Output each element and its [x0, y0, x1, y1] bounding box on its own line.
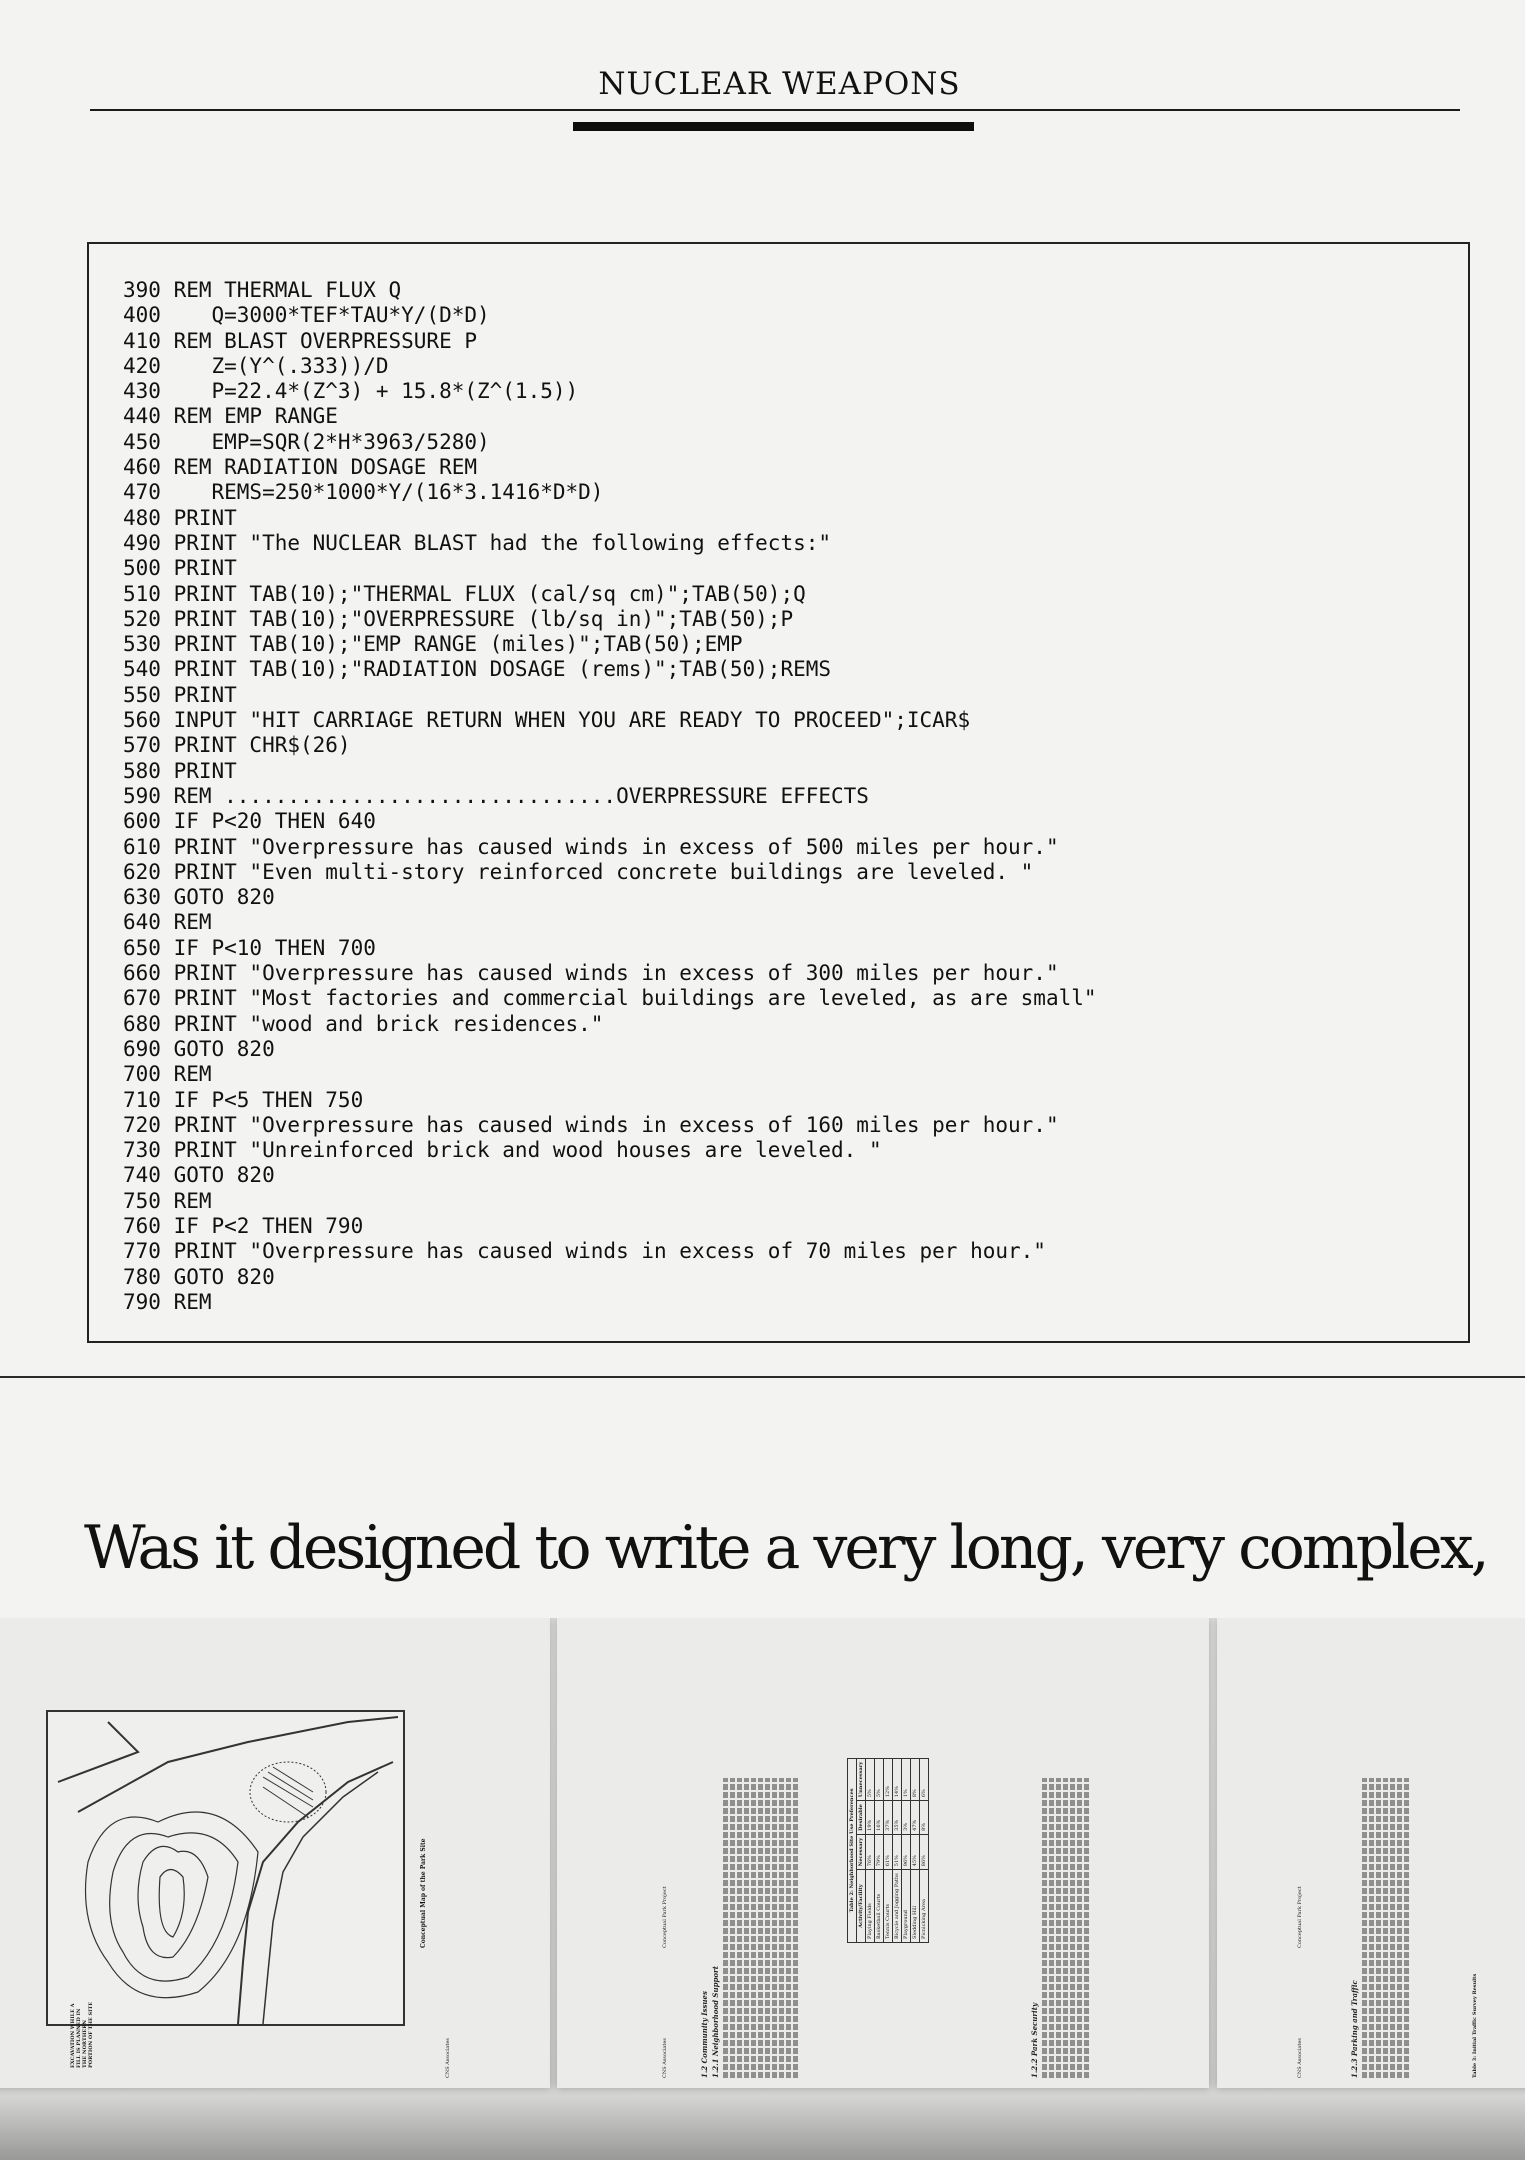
page-footer: CNS Associates: [445, 2038, 451, 2078]
code-line: 470 REMS=250*1000*Y/(16*3.1416*D*D): [123, 480, 604, 505]
code-line: 490 PRINT "The NUCLEAR BLAST had the following effects:": [123, 530, 832, 555]
table-row: [902, 1758, 911, 1942]
table-cell: Tennis Courts: [884, 1870, 893, 1943]
table-cell: 76%: [866, 1834, 875, 1869]
table-cell: 5%: [866, 1758, 875, 1800]
page-footer: CNS Associates: [1297, 2038, 1303, 2078]
table-cell: 51%: [893, 1834, 902, 1869]
table-header-cell: Activity/Facility: [857, 1870, 866, 1943]
table-cell: 35%: [893, 1801, 902, 1835]
table-cell: Basketball Courts: [875, 1870, 884, 1943]
section-divider: [0, 1376, 1525, 1378]
code-line: 700 REM: [123, 1062, 212, 1087]
code-line: 460 REM RADIATION DOSAGE REM: [123, 455, 478, 480]
code-line: 520 PRINT TAB(10);"OVERPRESSURE (lb/sq in)";TAB(50);P: [123, 606, 794, 631]
header-rule: [90, 109, 1460, 111]
table-cell: 47%: [911, 1801, 920, 1835]
page-running-head: Conceptual Park Project: [662, 1886, 668, 1948]
page-footer: CNS Associates: [662, 2038, 668, 2078]
table-cell: 14%: [893, 1758, 902, 1800]
code-line: 660 PRINT "Overpressure has caused winds in excess of 300 miles per hour.": [123, 961, 1059, 986]
code-line: 710 IF P<5 THEN 750: [123, 1087, 364, 1112]
photo-page-traffic: [1217, 1618, 1525, 2088]
code-line: 670 PRINT "Most factories and commercial buildings are leveled, as are small": [123, 986, 1097, 1011]
code-line: 590 REM ...............................OVERPRESSURE EFFECTS: [123, 783, 869, 808]
heading-parking: 1.2.3 Parking and Traffic: [1350, 1980, 1359, 2078]
table-cell: Sledding Hill: [911, 1870, 920, 1943]
heading-security: 1.2.2 Park Security: [1030, 2002, 1039, 2078]
code-line: 530 PRINT TAB(10);"EMP RANGE (miles)";TAB(50);EMP: [123, 632, 743, 657]
table-row: [875, 1758, 884, 1942]
code-line: 580 PRINT: [123, 758, 237, 783]
table-cell: Playing Fields: [866, 1870, 875, 1943]
table-title: Table 2: Neighborhood Site Use Preferences: [848, 1758, 857, 1942]
code-line: 640 REM: [123, 910, 212, 935]
code-line: 400 Q=3000*TEF*TAU*Y/(D*D): [123, 303, 490, 328]
code-line: 770 PRINT "Overpressure has caused winds in excess of 70 miles per hour.": [123, 1239, 1046, 1264]
photo-shadow: [0, 2096, 1525, 2160]
code-line: 730 PRINT "Unreinforced brick and wood houses are leveled. ": [123, 1138, 882, 1163]
table-cell: 61%: [884, 1834, 893, 1869]
table-cell: Bicycle and Jogging Paths: [893, 1870, 902, 1943]
table-cell: 16%: [875, 1801, 884, 1835]
table-cell: 86%: [920, 1834, 929, 1869]
ad-headline: Was it designed to write a very long, very complex,: [84, 1513, 1487, 1583]
table-cell: 1%: [902, 1758, 911, 1800]
table-cell: 8%: [920, 1801, 929, 1835]
code-line: 680 PRINT "wood and brick residences.": [123, 1011, 604, 1036]
code-line: 560 INPUT "HIT CARRIAGE RETURN WHEN YOU ARE READY TO PROCEED";ICAR$: [123, 708, 971, 733]
table-cell: 79%: [875, 1834, 884, 1869]
heading-support: 1.2.1 Neighborhood Support: [711, 1966, 720, 2078]
table-header-cell: Necessary: [857, 1834, 866, 1869]
table-cell: 3%: [902, 1801, 911, 1835]
report-text-2: [1027, 1778, 1091, 2078]
report-text-1: [697, 1778, 800, 2078]
table-cell: 45%: [911, 1834, 920, 1869]
code-line: 410 REM BLAST OVERPRESSURE P: [123, 328, 478, 353]
table-cell: 12%: [884, 1758, 893, 1800]
table-row: [911, 1758, 920, 1942]
code-line: 650 IF P<10 THEN 700: [123, 935, 376, 960]
code-line: 630 GOTO 820: [123, 885, 275, 910]
table-cell: 5%: [875, 1758, 884, 1800]
map-caption: EXCAVATION WHILE A FILL IS PLANNED IN THE NORTHERN PORTION OF THE SITE: [70, 2001, 94, 2068]
table-row: [866, 1758, 875, 1942]
site-map-drawing: [48, 1712, 403, 2024]
code-line: 450 EMP=SQR(2*H*3963/5280): [123, 429, 490, 454]
traffic-table-title: Table 3: Initial Traffic Survey Results: [1472, 1973, 1478, 2078]
code-line: 500 PRINT: [123, 556, 237, 581]
code-line: 740 GOTO 820: [123, 1163, 275, 1188]
table-row: [920, 1758, 929, 1942]
table-cell: 37%: [884, 1801, 893, 1835]
table-cell: Playground: [902, 1870, 911, 1943]
table-cell: 8%: [911, 1758, 920, 1800]
running-head: NUCLEAR WEAPONS: [598, 66, 961, 102]
table-header-cell: Unnecessary: [857, 1758, 866, 1800]
code-line: 690 GOTO 820: [123, 1036, 275, 1061]
header-bar: [573, 122, 974, 131]
ad-photo: [0, 1618, 1525, 2160]
table-cell: 6%: [920, 1758, 929, 1800]
code-line: 570 PRINT CHR$(26): [123, 733, 351, 758]
table-header-cell: Desirable: [857, 1801, 866, 1835]
code-line: 420 Z=(Y^(.333))/D: [123, 353, 389, 378]
report-text-3: [1347, 1778, 1411, 2078]
code-line: 720 PRINT "Overpressure has caused winds in excess of 160 miles per hour.": [123, 1112, 1059, 1137]
code-line: 390 REM THERMAL FLUX Q: [123, 278, 402, 302]
photo-page-report: [557, 1618, 1209, 2088]
table-row: [884, 1758, 893, 1942]
code-line: 790 REM: [123, 1289, 212, 1314]
code-line: 510 PRINT TAB(10);"THERMAL FLUX (cal/sq cm)";TAB(50);Q: [123, 581, 806, 606]
code-line: 780 GOTO 820: [123, 1264, 275, 1289]
code-line: 760 IF P<2 THEN 790: [123, 1213, 364, 1238]
code-listing: [123, 278, 1097, 1315]
code-line: 430 P=22.4*(Z^3) + 15.8*(Z^(1.5)): [123, 379, 579, 404]
code-line: 550 PRINT: [123, 682, 237, 707]
code-line: 600 IF P<20 THEN 640: [123, 809, 376, 834]
code-line: 480 PRINT: [123, 505, 237, 530]
page-running-head: Conceptual Park Project: [1297, 1886, 1303, 1948]
preferences-table: [847, 1758, 929, 1943]
table-cell: Picnicking Area: [920, 1870, 929, 1943]
heading-community: 1.2 Community Issues: [700, 1991, 709, 2078]
code-line: 750 REM: [123, 1188, 212, 1213]
code-line: 610 PRINT "Overpressure has caused winds in excess of 500 miles per hour.": [123, 834, 1059, 859]
site-map: [46, 1710, 405, 2026]
code-line: 620 PRINT "Even multi-story reinforced concrete buildings are leveled. ": [123, 859, 1034, 884]
photo-page-map: [0, 1618, 550, 2088]
table-cell: 96%: [902, 1834, 911, 1869]
table-row: [893, 1758, 902, 1942]
code-line: 540 PRINT TAB(10);"RADIATION DOSAGE (rems)";TAB(50);REMS: [123, 657, 832, 682]
map-title: Conceptual Map of the Park Site: [420, 1838, 427, 1948]
code-listing-box: [87, 242, 1470, 1343]
table-cell: 19%: [866, 1801, 875, 1835]
code-line: 440 REM EMP RANGE: [123, 404, 338, 429]
